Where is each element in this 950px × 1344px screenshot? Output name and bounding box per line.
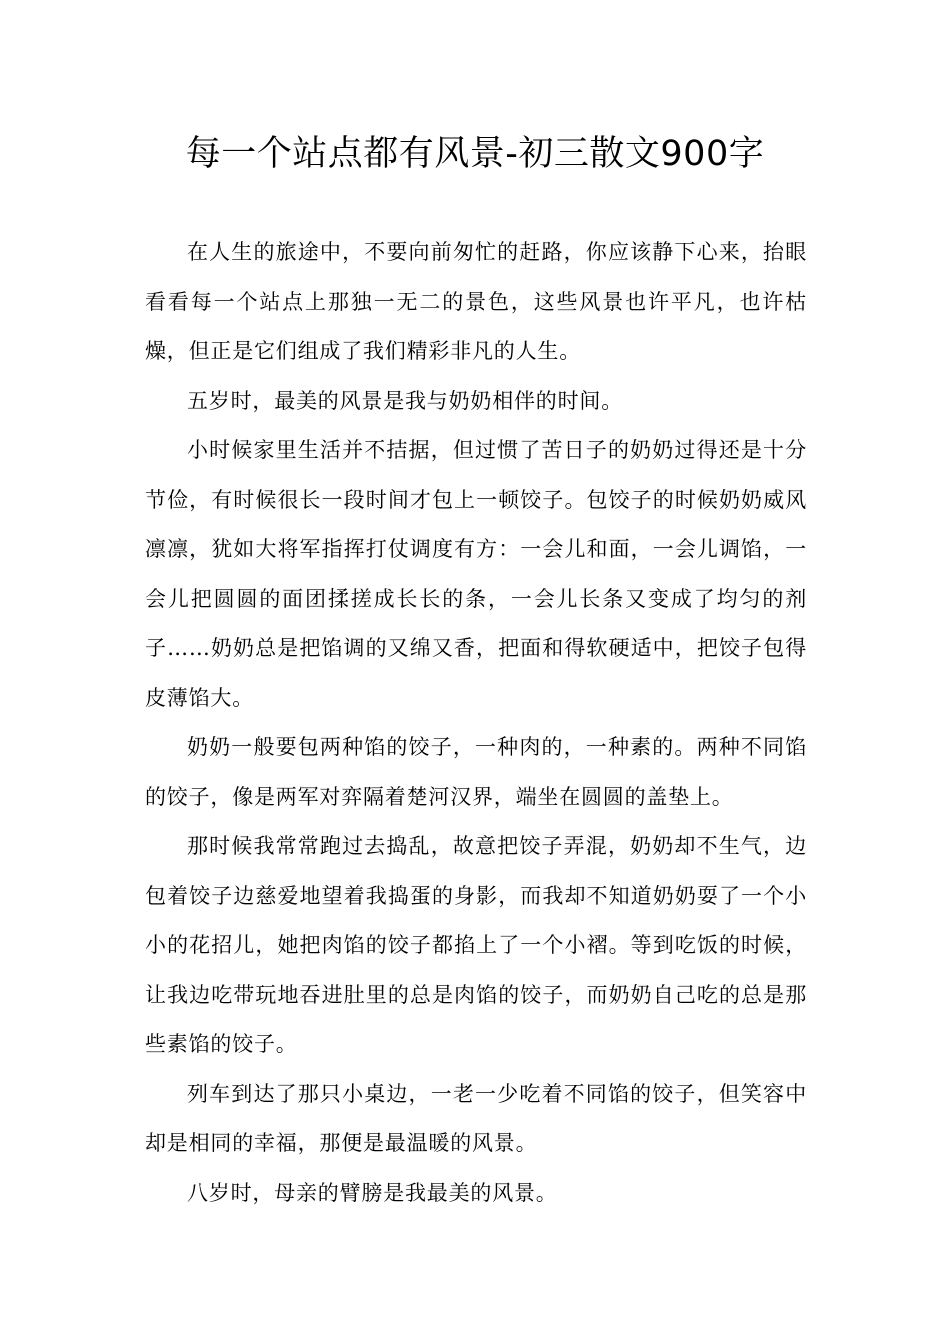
paragraph-1: 在人生的旅途中，不要向前匆忙的赶路，你应该静下心来，抬眼看看每一个站点上那独一无二的景色，这些风景也许平凡，也许枯燥，但正是它们组成了我们精彩非凡的人生。 xyxy=(145,240,807,363)
paragraph-7: 八岁时，母亲的臂膀是我最美的风景。 xyxy=(187,1180,558,1205)
paragraph-2: 五岁时，最美的风景是我与奶奶相伴的时间。 xyxy=(187,388,623,413)
paragraph-3: 小时候家里生活并不拮据，但过惯了苦日子的奶奶过得还是十分节俭，有时候很长一段时间才包上一顿饺子。包饺子的时候奶奶威风凛凛，犹如大将军指挥打仗调度有方：一会儿和面，一会儿调馅，一会儿把圆圆的面团揉搓成长长的条，一会儿长条又变成了均匀的剂子……奶奶总是把馅调的又绵又香，把面和得软硬适中，把饺子包得皮薄馅大。 xyxy=(145,438,807,710)
paragraph-5: 那时候我常常跑过去捣乱，故意把饺子弄混，奶奶却不生气，边包着饺子边慈爱地望着我捣蛋的身影，而我却不知道奶奶耍了一个小小的花招儿，她把肉馅的饺子都掐上了一个小褶。等到吃饭的时候，让我边吃带玩地吞进肚里的总是肉馅的饺子，而奶奶自己吃的总是那些素馅的饺子。 xyxy=(145,834,807,1056)
document-body xyxy=(145,228,807,1218)
paragraph-6: 列车到达了那只小桌边，一老一少吃着不同馅的饺子，但笑容中却是相同的幸福，那便是最温暖的风景。 xyxy=(145,1081,807,1155)
paragraph-4: 奶奶一般要包两种馅的饺子，一种肉的，一种素的。两种不同馅的饺子，像是两军对弈隔着楚河汉界，端坐在圆圆的盖垫上。 xyxy=(145,735,807,809)
document-title: 每一个站点都有风景-初三散文900字 xyxy=(185,134,765,174)
